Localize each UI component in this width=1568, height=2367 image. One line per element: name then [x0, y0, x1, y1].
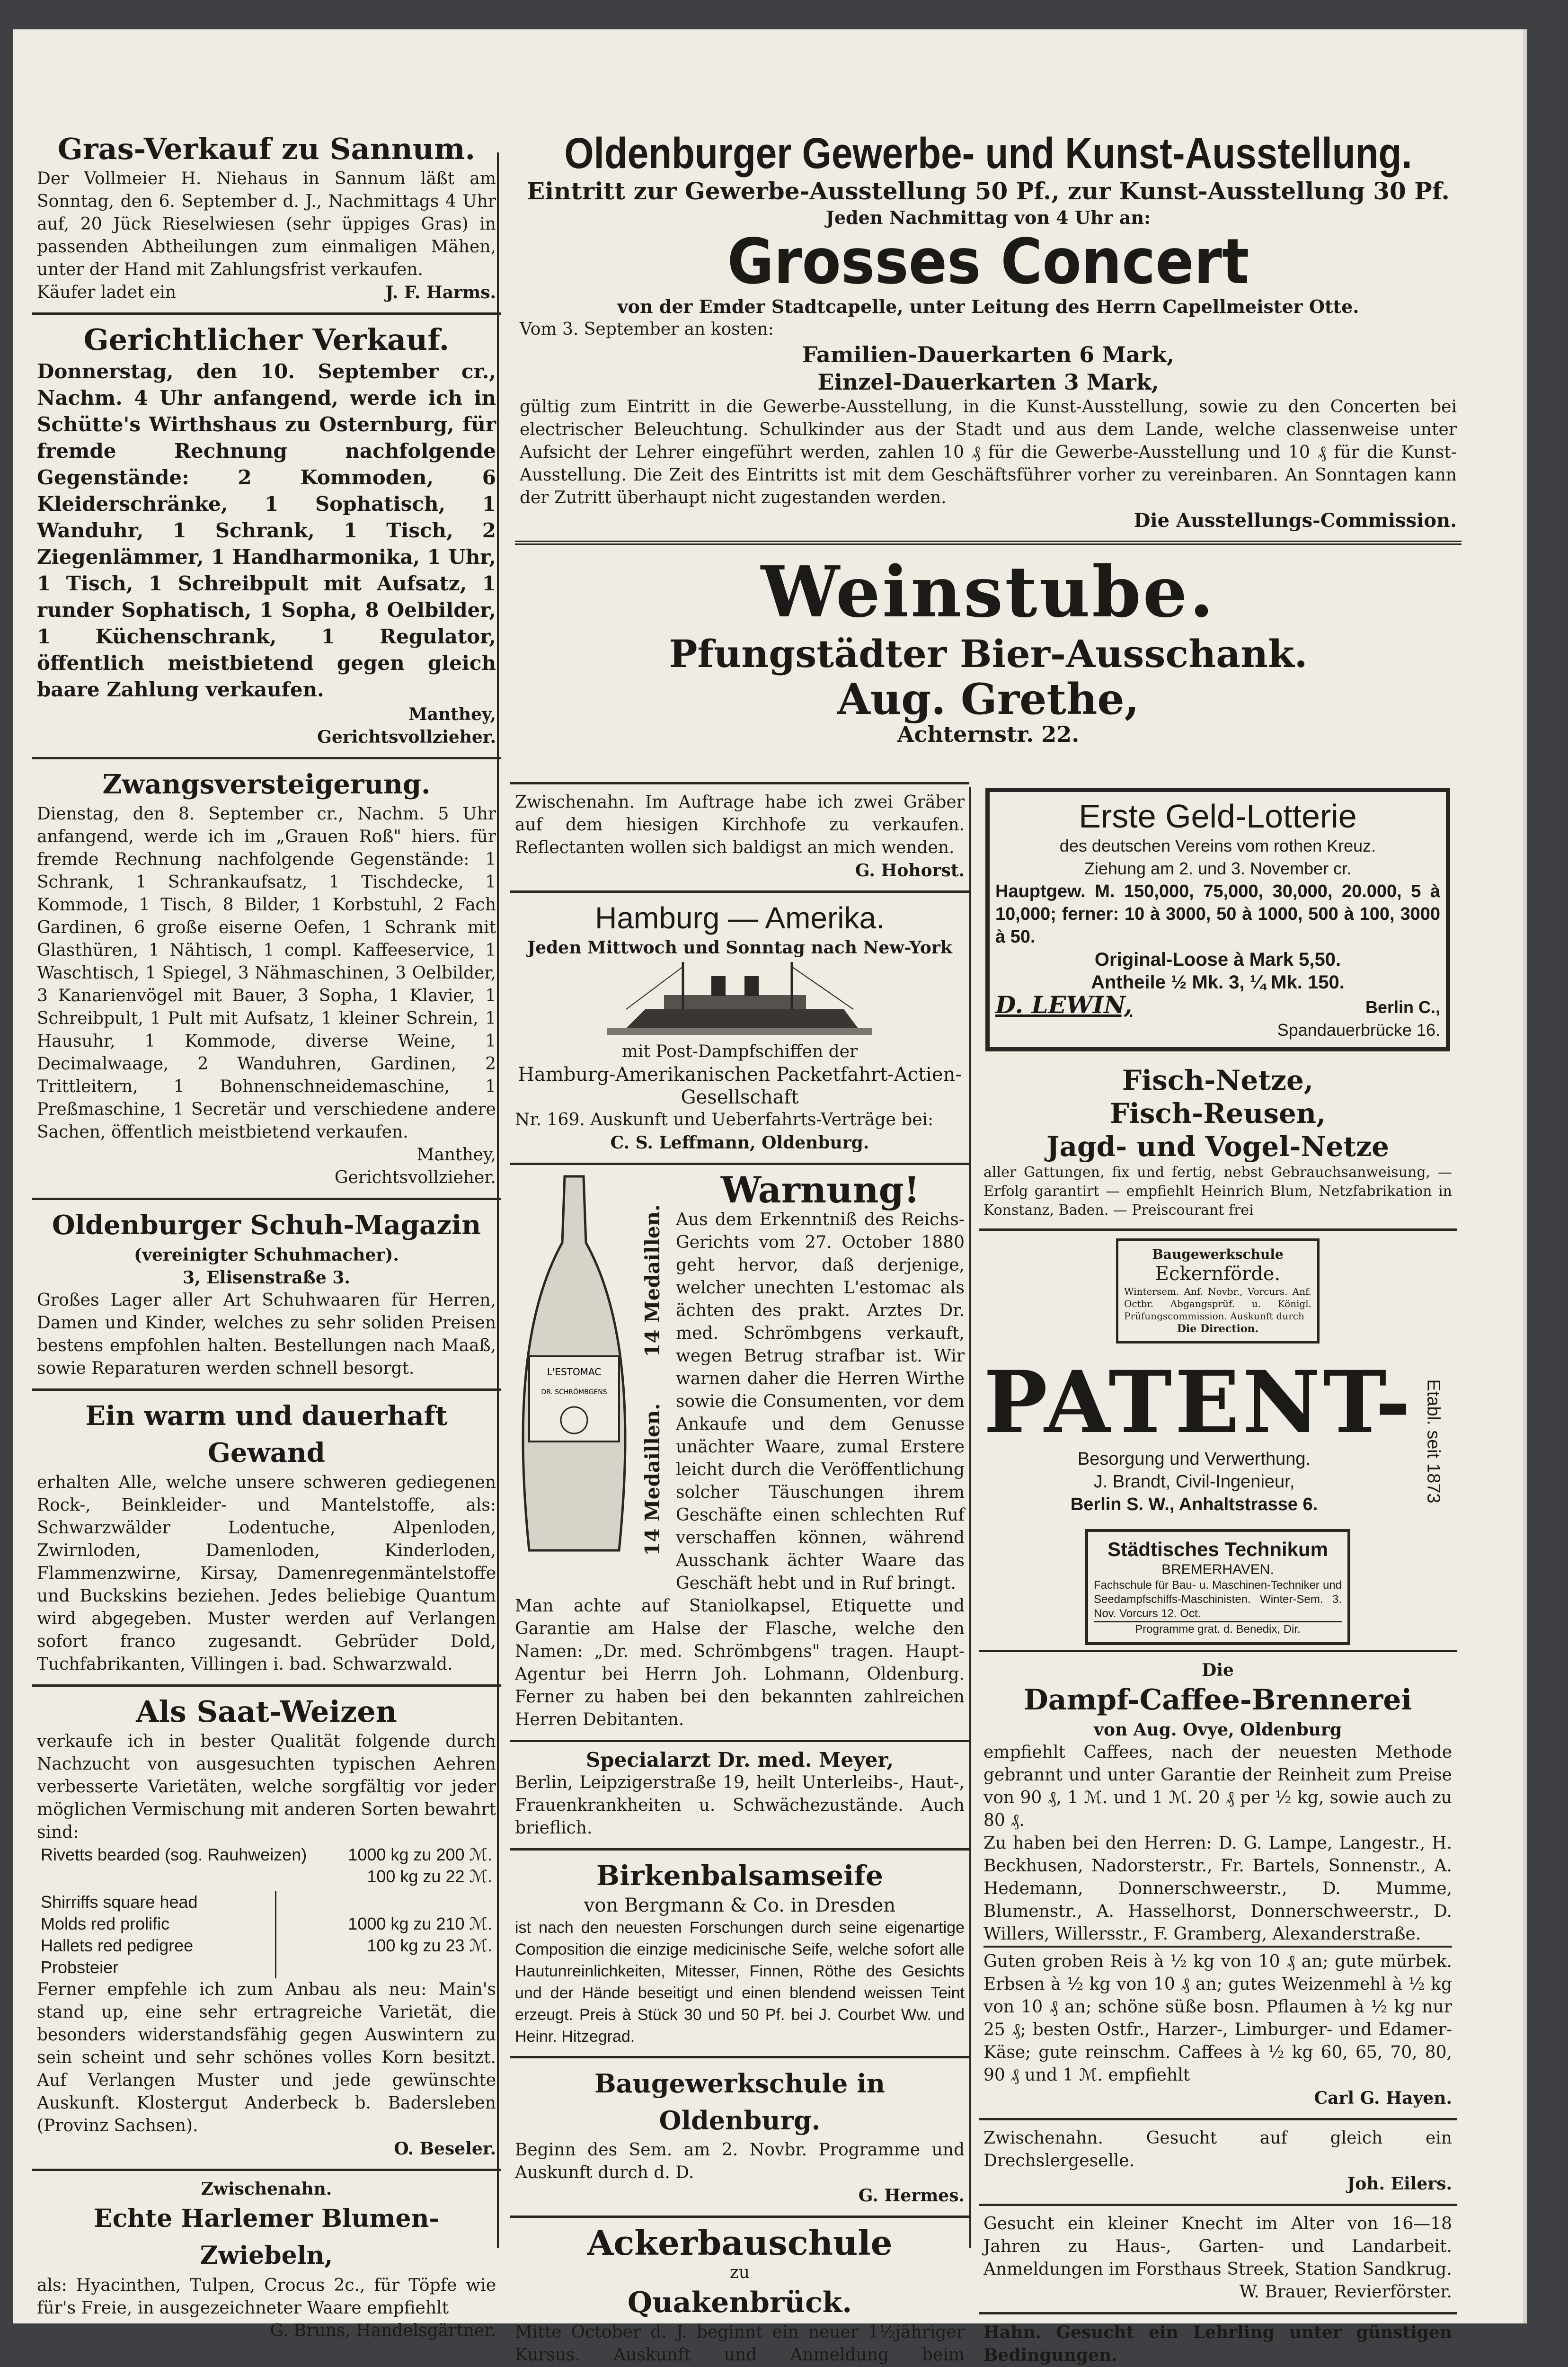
ad-title: Weinstube.	[761, 551, 1216, 633]
ad-title: Oldenburger Schuh-Magazin	[52, 1210, 481, 1241]
ad-gras-verkauf	[32, 124, 501, 315]
ad-title: Echte Harlemer Blumen-Zwiebeln,	[94, 2204, 439, 2270]
ad-body: Besorgung und Verwerthung.	[1077, 1449, 1311, 1469]
ad-gewand	[32, 1391, 501, 1687]
ad-body: empfiehlt Caffees, nach der neuesten Methode gebrannt und unter Garantie der Reinheit zum Preise von 90 ₰, 1 ℳ. und 1 ℳ. 20 ₰ per ½ kg, sowie auch zu 80 ₰.	[983, 1743, 1452, 1830]
ad-daily: Jeden Nachmittag von 4 Uhr an:	[825, 207, 1151, 228]
price: 1000 kg zu 200 ℳ.	[348, 1845, 492, 1864]
ad-title-1: Baugewerkschule	[1152, 1246, 1284, 1262]
ad-title: PATENT-	[983, 1353, 1414, 1452]
ad-warnung	[510, 1165, 969, 1742]
ad-body: Mitte October d. J. beginnt ein neuer 1½jähriger Kursus. Auskunft und Anmeldung beim	[515, 2323, 965, 2365]
medal-text-column	[633, 1172, 666, 1595]
ad-pretitle: Die	[1202, 1660, 1234, 1680]
ad-ausstellung	[515, 124, 1462, 545]
ad-title-3: Jagd- und Vogel-Netze	[1046, 1130, 1389, 1163]
ad-sign: Die Direction.	[1177, 1323, 1259, 1335]
ad-title: Ackerbauschule	[587, 2223, 893, 2263]
ad-title: Gras-Verkauf zu Sannum.	[57, 132, 476, 166]
ticket-single: Einzel-Dauerkarten 3 Mark,	[817, 369, 1159, 395]
variety: Molds red prolific	[41, 1914, 170, 1933]
ad-body: aller Gattungen, fix und fertig, nebst Gebrauchsanweisung, — Erfolg garantirt — empfiehlt Heinrich Blum, Netzfabrikation in Konstanz, Baden. — Preiscourant frei	[983, 1164, 1452, 1219]
ad-address: Achternstr. 22.	[897, 721, 1080, 747]
ad-prizes: Hauptgew. M. 150,000, 75,000, 30,000, 20.000, 5 à 10,000; ferner: 10 à 3000, 50 à 1000, 500 à 100, 3000 à 50.	[995, 881, 1440, 947]
ad-title: Als Saat-Weizen	[136, 1694, 397, 1729]
ad-owner: Aug. Grethe,	[837, 674, 1139, 724]
ad-title: Specialarzt Dr. med. Meyer,	[585, 1748, 894, 1771]
table-row	[37, 1866, 496, 1887]
label-text: L'ESTOMAC	[547, 1366, 602, 1378]
ad-body: Fachschule für Bau- u. Maschinen-Techniker und Seedampfschiffs-Maschinisten. Winter-Sem. 3. Nov. Vorcurs 12. Oct.	[1094, 1579, 1342, 1620]
ad-title: Erste Geld-Lotterie	[1079, 798, 1357, 835]
ad-place: Zwischenahn.	[201, 2179, 332, 2199]
ad-agent: C. S. Leffmann, Oldenburg.	[610, 1133, 869, 1153]
ad-footer: Programme grat. d. Benedix, Dir.	[1094, 1621, 1342, 1637]
ad-sign: J. F. Harms.	[385, 283, 496, 303]
ad-sign: G. Bruns, Handelsgärtner.	[270, 2321, 496, 2340]
ad-shares: Antheile ½ Mk. 3, ¼ Mk. 150.	[1091, 972, 1345, 993]
ad-subtitle: Jeden Mittwoch und Sonntag nach New-York	[527, 938, 952, 958]
ad-body: Zwischenahn. Im Auftrage habe ich zwei Gräber auf dem hiesigen Kirchhofe zu verkaufen. Reflectanten wollen sich baldigst an mich wenden.	[515, 792, 965, 857]
ad-company: Hamburg-Amerikanischen Packetfahrt-Actien-Gesellschaft	[518, 1064, 962, 1108]
price: 100 kg zu 23 ℳ.	[367, 1936, 492, 1955]
ad-baugewerkschule-eckernfoerde	[1116, 1238, 1320, 1344]
ad-original: Original-Loose à Mark 5,50.	[1094, 949, 1341, 970]
ad-drechsler	[979, 2120, 1457, 2206]
price-table	[37, 1844, 496, 1887]
label-text: DR. SCHRÖMBGENS	[541, 1388, 607, 1396]
price-table-group	[37, 1891, 496, 1978]
ad-body: Hahn. Gesucht ein Lehrling unter günstigen Bedingungen.	[983, 2323, 1452, 2365]
ad-body: als: Hyacinthen, Tulpen, Crocus 2c., für Töpfe wie für's Freie, in ausgezeichneter Waare empfiehlt	[37, 2276, 496, 2318]
ad-weinstube	[515, 545, 1462, 754]
ad-band: von der Emder Stadtcapelle, unter Leitung des Herrn Capellmeister Otte.	[617, 296, 1359, 317]
ad-sign: Die Ausstellungs-Commission.	[1134, 509, 1457, 532]
ad-subtitle: des deutschen Vereins vom rothen Kreuz.	[1059, 836, 1376, 855]
ad-technikum	[1085, 1529, 1350, 1645]
ad-title: Hamburg — Amerika.	[595, 901, 885, 935]
ad-zu: zu	[729, 2263, 750, 2282]
ad-sign-role: Gerichtsvollzieher.	[334, 1168, 496, 1187]
ad-dr-meyer	[510, 1742, 969, 1851]
price: 100 kg zu 22 ℳ.	[367, 1867, 492, 1886]
column-rule	[969, 787, 971, 2248]
column-middle	[510, 782, 969, 2365]
ad-schuh-magazin	[32, 1200, 501, 1391]
ad-address: 3, Elisenstraße 3.	[183, 1268, 350, 1288]
medal-text: 14 Medaillen.	[640, 1403, 664, 1556]
ad-goods: Guten groben Reis à ½ kg von 10 ₰ an; gute mürbek. Erbsen à ½ kg von 10 ₰ an; gutes Weizenmehl à ½ kg von 10 ₰ an; schöne süße bosn. Pflaumen à ½ kg nur 25 ₰; besten Ostfr., Harzer-, Limburger- und Edamer-Käse; gute reinschm. Caffees à ½ kg 60, 65, 70, 80, 90 ₰ und 1 ℳ. empfiehlt	[983, 1946, 1452, 2087]
ad-geld-lotterie	[985, 788, 1450, 1051]
ad-title: Städtisches Technikum	[1107, 1538, 1329, 1560]
ad-subtitle: von Bergmann & Co. in Dresden	[584, 1895, 896, 1916]
column-right	[979, 782, 1457, 2365]
ad-graeber	[510, 782, 969, 893]
ad-title: Warnung!	[720, 1169, 920, 1211]
ad-name: D. LEWIN,	[995, 991, 1133, 1019]
ad-title: Oldenburger Gewerbe- und Kunst-Ausstellung.	[564, 129, 1412, 178]
ad-address: Spandauerbrücke 16.	[1277, 1020, 1440, 1040]
table-row	[37, 1891, 496, 1913]
ad-subtitle: (vereinigter Schuhmacher).	[134, 1245, 399, 1265]
ad-sign-role: Gerichtsvollzieher.	[317, 727, 496, 747]
ad-left: Käufer ladet ein	[37, 283, 177, 302]
ad-body: Donnerstag, den 10. September cr., Nachm. 4 Uhr anfangend, werde ich in Schütte's Wirthshaus zu Osternburg, für fremde Rechnung nachfolgende Gegenstände: 2 Kommoden, 6 Kleiderschränke, 1 Sophatisch, 1 Wanduhr, 1 Schrank, 1 Tisch, 2 Ziegenlämmer, 1 Handharmonika, 1 Uhr, 1 Tisch, 1 Schreibpult mit Aufsatz, 1 runder Sophatisch, 1 Sopha, 8 Oelbilder, 1 Küchenschrank, 1 Regulator, öffentlich meistbietend gegen gleich baare Zahlung verkaufen.	[37, 360, 496, 701]
warnung-text	[676, 1169, 965, 1595]
ad-body: Aus dem Erkenntniß des Reichs-Gerichts vom 27. October 1880 geht hervor, daß derjenige, welcher unechten L'estomac als ächten des prakt. Arztes Dr. med. Schrömbgens verkauft, wegen Betrug strafbar ist. Wir warnen daher die Herren Wirthe sowie die Consumenten, vor dem Ankaufe und dem Genusse unächter Waare, zumal Erstere leicht durch die Veröffentlichung solcher Täuschungen ihrem Geschäfte einen schlechten Ruf verschaffen können, während Ausschank ächter Waare das Geschäft hebt und in Ruf bringt.	[676, 1210, 965, 1593]
ad-ackerbauschule	[510, 2218, 969, 2367]
ticket-family: Familien-Dauerkarten 6 Mark,	[802, 342, 1175, 367]
ad-address: Berlin S. W., Anhaltstrasse 6.	[1070, 1495, 1318, 1514]
ad-sign: G. Hohorst.	[855, 861, 965, 881]
ad-info	[515, 1109, 965, 1131]
ad-title-1: Fisch-Netze,	[1122, 1064, 1314, 1096]
ad-side: Etabl. seit 1873	[1423, 1379, 1444, 1503]
ad-title-2: Eckernförde.	[1155, 1263, 1281, 1285]
ad-sign: W. Brauer, Revierförster.	[1239, 2282, 1452, 2302]
ad-body-2: Man achte auf Staniolkapsel, Etiquette und Garantie am Halse der Flasche, welche den Namen: „Dr. med. Schrömbgens" tragen. Haupt-Agentur bei Herrn Joh. Lohmann, Oldenburg. Ferner zu haben bei den bekannten zahlreichen Herren Debitanten.	[515, 1596, 965, 1729]
variety: Hallets red pedigree	[41, 1936, 194, 1955]
bottle-area	[515, 1172, 671, 1595]
ad-from: Vom 3. September an kosten:	[520, 320, 774, 339]
ad-baugewerkschule-oldenburg	[510, 2058, 969, 2218]
ad-body: gültig zum Eintritt in die Gewerbe-Ausstellung, in die Kunst-Ausstellung, sowie zu den Concerten bei electrischer Beleuchtung. Schulkinder aus der Stadt und aus dem Lande, welche classenweise unter Aufsicht der Lehrer eingeführt werden, zahlen 10 ₰ für die Gewerbe-Ausstellung und 10 ₰ für die Kunst-Ausstellung. Die Zeit des Eintritts ist mit dem Geschäftsführer vorher zu vereinbaren. An Sonntagen kann der Zutritt überhaupt nicht zugestanden werden.	[520, 397, 1457, 507]
ad-body: Beginn des Sem. am 2. Novbr. Programme und Auskunft durch d. D.	[515, 2140, 965, 2182]
ad-body: Dienstag, den 8. September cr., Nachm. 5 Uhr anfangend, werde ich im „Grauen Roß" hiers. für fremde Rechnung nachfolgende Gegenstände: 1 Schrank, 1 Schrankaufsatz, 1 Tischdecke, 1 Kommode, 1 Tisch, 8 Bilder, 1 Korbstuhl, 2 Fach Gardinen, 6 große eiserne Oefen, 1 Schrank mit Glasthüren, 1 Nähtisch, 1 compl. Kaffeeservice, 1 Waschtisch, 1 Spiegel, 3 Nähmaschinen, 3 Oelbilder, 3 Kanarienvögel mit Bauer, 3 Sopha, 1 Klavier, 1 Schreibpult, 1 Pult mit Aufsatz, 1 kleiner Schrein, 1 Hausuhr, 1 Kommode, diverse Weine, 1 Decimalwaage, 2 Wanduhren, Gardinen, 2 Trittleitern, 1 Bohnenschneidemaschine, 1 Preßmaschine, 1 Secretär und verschiedene andere Sachen, öffentlich meistbietend verkaufen.	[37, 804, 496, 1142]
variety: Rivetts bearded (sog. Rauhweizen)	[41, 1845, 307, 1864]
newspaper-page	[13, 29, 1523, 2365]
ad-caffee-brennerei	[979, 1650, 1457, 2120]
ad-zwangsversteigerung	[32, 759, 501, 1200]
ad-saat-weizen	[32, 1687, 501, 2171]
ad-blumen-zwiebeln	[32, 2171, 501, 2351]
ad-text: Auskunft und Ueberfahrts-Verträge bei:	[590, 1110, 934, 1130]
ad-title: Ein warm und dauerhaft Gewand	[85, 1400, 448, 1468]
ad-sign: Carl G. Hayen.	[1314, 2088, 1452, 2108]
warnung-top	[515, 1169, 965, 1595]
ad-body: ist nach den neuesten Forschungen durch seine eigenartige Composition die einzige medicinische Seife, welche sofort alle Hautunreinlichkeiten, Mitesser, Finnen, Röthe des Gesichts und der Hände beseitigt und einen blendend weissen Teint erzeugt. Preis à Stück 30 und 50 Pf. bei J. Courbet Ww. und Heinr. Hitzegrad.	[515, 1919, 965, 2046]
ad-body: erhalten Alle, welche unsere schweren gediegenen Rock-, Beinkleider- und Mantelstoffe, als: Schwarzwälder Lodentuche, Alpenloden, Zwirnloden, Damenloden, Kinderloden, Flammenzwirne, Kirsay, Damenregenmäntelstoffe und Buckskins beziehen. Jedes beliebige Quantum wird abgegeben. Muster werden auf Verlangen sofort franco zugesandt. Gebrüder Dold, Tuchfabrikanten, Villingen i. bad. Schwarzwald.	[37, 1473, 496, 1674]
ad-knecht	[979, 2206, 1457, 2314]
price: 1000 kg zu 210 ℳ.	[348, 1914, 492, 1933]
ad-body: Berlin, Leipzigerstraße 19, heilt Unterleibs-, Haut-, Frauenkrankheiten u. Schwächezustände. Auch brieflich.	[515, 1773, 965, 1838]
ad-netze	[979, 1057, 1457, 1231]
ad-gerichtlicher-verkauf	[32, 315, 501, 759]
ad-dealers: Zu haben bei den Herren: D. G. Lampe, Langestr., H. Beckhusen, Nadorsterstr., Fr. Bartels, Sonnenstr., A. Hedemann, Donnerschweerstr., D. Mumme, Blumenstr., A. Hasselhorst, Donnerschweerstr., D. Willers, Willersstr., F. Gramberg, Alexanderstraße.	[983, 1833, 1452, 1944]
ad-body: Zwischenahn. Gesucht auf gleich ein Drechslergeselle.	[983, 2128, 1452, 2171]
ad-body-2: Ferner empfehle ich zum Anbau als neu: Main's stand up, eine sehr ertragreiche Varietät, die besonders widerstandsfähig gegen Auswintern zu sein scheint und sehr schönes volles Korn besitzt. Auf Verlangen Muster und jede gewünschte Auskunft. Klostergut Anderbeck b. Badersleben (Provinz Sachsen).	[37, 1980, 496, 2136]
ad-seller	[995, 991, 1440, 1019]
concert-heading: Grosses Concert	[727, 226, 1249, 298]
ad-title: Zwangsversteigerung.	[102, 769, 431, 800]
ad-city: Berlin C.,	[1365, 997, 1440, 1017]
ad-title: Dampf-Caffee-Brennerei	[1023, 1683, 1412, 1717]
ad-footer	[37, 281, 496, 304]
ad-body: verkaufe ich in bester Qualität folgende durch Nachzucht von ausgesuchten typischen Aehren verbesserte Varietäten, welche sorgfältig vor jeder möglichen Vermischung mit anderen Sorten bewahrt sind:	[37, 1732, 496, 1842]
ad-body: Gesucht ein kleiner Knecht im Alter von 16—18 Jahren zu Haus-, Garten- und Landarbeit. Anmeldungen im Forsthaus Streek, Station Sandkrug.	[983, 2214, 1452, 2279]
ad-body: Der Vollmeier H. Niehaus in Sannum läßt am Sonntag, den 6. September d. J., Nachmittags 4 Uhr auf, 20 Jück Rieselwiesen (sehr üppiges Gras) in passenden Abtheilungen zum einmaligen Mähen, unter der Hand mit Zahlungsfrist verkaufen.	[37, 169, 496, 279]
ad-title-2: Fisch-Reusen,	[1109, 1097, 1326, 1130]
variety: Probsteier	[41, 1958, 119, 1977]
variety: Shirriffs square head	[41, 1892, 198, 1912]
ad-sign: Manthey,	[408, 704, 496, 724]
ad-number: Nr. 169.	[515, 1110, 585, 1130]
medal-text: 14 Medaillen.	[640, 1204, 664, 1357]
column-left	[32, 124, 501, 2340]
ad-subtitle: BREMERHAVEN.	[1161, 1562, 1274, 1577]
ad-hamburg-amerika	[510, 893, 969, 1165]
ad-body: Wintersem. Anf. Novbr., Vorcurs. Anf. Octbr. Abgangsprüf. u. Königl. Prüfungscommission. Auskunft durch	[1124, 1286, 1311, 1322]
ad-owner: von Aug. Ovye, Oldenburg	[1094, 1720, 1342, 1740]
ad-sign: G. Hermes.	[858, 2186, 965, 2206]
ad-lehrling	[979, 2314, 1457, 2367]
ad-title: Gerichtlicher Verkauf.	[83, 322, 450, 357]
ad-line: mit Post-Dampfschiffen der	[621, 1042, 858, 1061]
exhibition-wine-block	[515, 124, 1462, 784]
ad-title: Birkenbalsamseife	[596, 1860, 884, 1892]
ad-birkenbalsamseife	[510, 1851, 969, 2058]
bottle-illustration	[515, 1172, 633, 1569]
ad-entry: Eintritt zur Gewerbe-Ausstellung 50 Pf., zur Kunst-Ausstellung 30 Pf.	[527, 177, 1450, 205]
ad-title: Baugewerkschule in Oldenburg.	[594, 2068, 885, 2136]
ad-sign: Manthey,	[416, 1145, 496, 1165]
ad-place: Quakenbrück.	[627, 2286, 852, 2319]
ad-name: J. Brandt, Civil-Ingenieur,	[1093, 1472, 1295, 1492]
ad-subtitle: Pfungstädter Bier-Ausschank.	[669, 632, 1308, 676]
table-row	[37, 1844, 496, 1866]
ad-patent	[979, 1351, 1457, 1524]
ad-sign: O. Beseler.	[394, 2139, 496, 2159]
ad-date: Ziehung am 2. und 3. November cr.	[1084, 859, 1352, 878]
ad-body: Großes Lager aller Art Schuhwaaren für Herren, Damen und Kinder, welches zu sehr soliden Preisen bestens empfohlen halten. Bestellungen nach Maaß, sowie Reparaturen werden schnell besorgt.	[37, 1290, 496, 1378]
steamship-illustration	[607, 962, 872, 1038]
ad-sign: Joh. Eilers.	[1347, 2174, 1452, 2194]
